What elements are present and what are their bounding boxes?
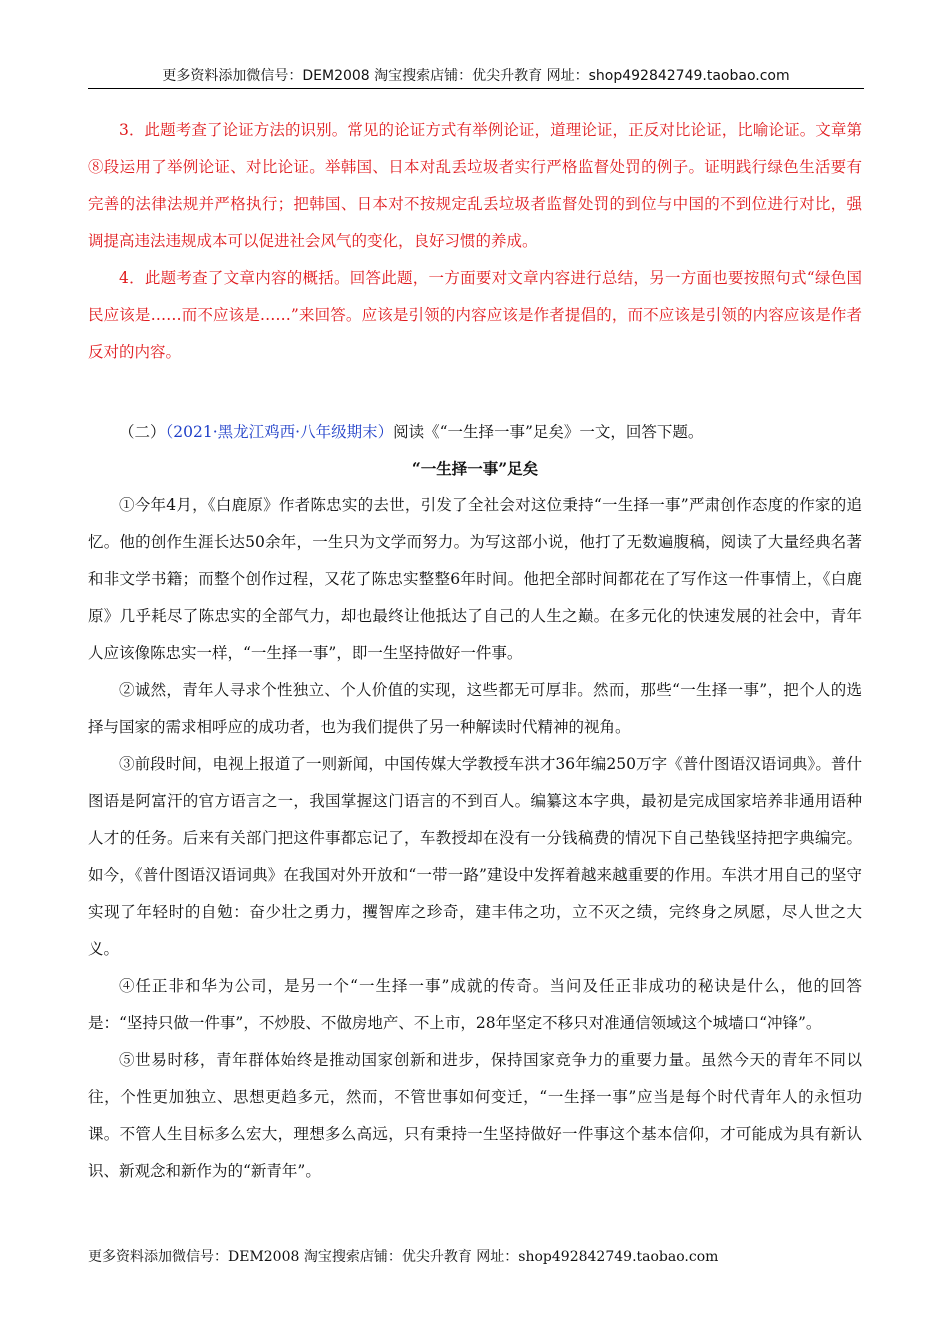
section-prefix: （二） [119,423,166,441]
article-paragraph-4: ④任正非和华为公司，是另一个“一生择一事”成就的传奇。当问及任正非成功的秘诀是什么，他的回答是：“坚持只做一件事”，不炒股、不做房地产、不上市，28年坚定不移只对准通信领域这个城墙口“冲锋”。 [88,977,862,1032]
article-paragraph-1: ①今年4月，《白鹿原》作者陈忠实的去世，引发了全社会对这位秉持“一生择一事”严肃创作态度的作家的追忆。他的创作生涯长达50余年，一生只为文学而努力。为写这部小说，他打了无数遍腹稿，阅读了大量经典名著和非文学书籍；而整个创作过程，又花了陈忠实整整6年时间。他把全部时间都花在了写作这一件事情上，《白鹿原》几乎耗尽了陈忠实的全部气力，却也最终让他抵达了自己的人生之巅。在多元化的快速发展的社会中，青年人应该像陈忠实一样，“一生择一事”，即一生坚持做好一件事。 [88,496,862,662]
article-title: “一生择一事”足矣 [411,459,539,478]
page-body [88,112,862,1190]
header-rule [88,88,864,89]
article-paragraph-3: ③前段时间，电视上报道了一则新闻，中国传媒大学教授车洪才36年编250万字《普什图语汉语词典》。普什图语是阿富汗的官方语言之一，我国掌握这门语言的不到百人。编纂这本字典，最初是完成国家培养非通用语种人才的任务。后来有关部门把这件事都忘记了，车教授却在没有一分钱稿费的情况下自己垫钱坚持把字典编完。如今，《普什图语汉语词典》在我国对外开放和“一带一路”建设中发挥着越来越重要的作用。车洪才用自己的坚守实现了年轻时的自勉：奋少壮之勇力，攫智库之珍奇，建丰伟之功，立不灭之绩，完终身之夙愿，尽人世之大义。 [88,755,862,958]
section-intro [88,414,862,451]
article-paragraph-5: ⑤世易时移，青年群体始终是推动国家创新和进步，保持国家竞争力的重要力量。虽然今天的青年不同以往，个性更加独立、思想更趋多元，然而，不管世事如何变迁，“一生择一事”应当是每个时代青年人的永恒功课。不管人生目标多么宏大，理想多么高远，只有秉持一生坚持做好一件事这个基本信仰，才可能成为具有新认识、新观念和新作为的“新青年”。 [88,1051,862,1180]
section-instruction: 阅读《“一生择一事”足矣》一文，回答下题。 [393,423,704,441]
answer-4: 4．此题考查了文章内容的概括。回答此题，一方面要对文章内容进行总结，另一方面也要按照句式“绿色国民应该是……而不应该是……”来回答。应该是引领的内容应该是作者提倡的，而不应该是引领的内容应该是作者反对的内容。 [88,269,862,361]
page-footer: 更多资料添加微信号：DEM2008 淘宝搜索店铺：优尖升教育 网址：shop492842749.taobao.com [88,1249,719,1265]
answer-3: 3．此题考查了论证方法的识别。常见的论证方式有举例论证，道理论证，正反对比论证，比喻论证。文章第⑧段运用了举例论证、对比论证。举韩国、日本对乱丢垃圾者实行严格监督处罚的例子。证明践行绿色生活要有完善的法律法规并严格执行；把韩国、日本对不按规定乱丢垃圾者监督处罚的到位与中国的不到位进行对比，强调提高违法违规成本可以促进社会风气的变化，良好习惯的养成。 [88,121,862,250]
section-gap [88,371,862,414]
article-paragraph-2: ②诚然，青年人寻求个性独立、个人价值的实现，这些都无可厚非。然而，那些“一生择一事”，把个人的选择与国家的需求相呼应的成功者，也为我们提供了另一种解读时代精神的视角。 [88,681,862,736]
page-header: 更多资料添加微信号：DEM2008 淘宝搜索店铺：优尖升教育 网址：shop492842749.taobao.com [162,68,790,84]
section-source[interactable]: （2021·黑龙江鸡西·八年级期末） [165,423,394,441]
